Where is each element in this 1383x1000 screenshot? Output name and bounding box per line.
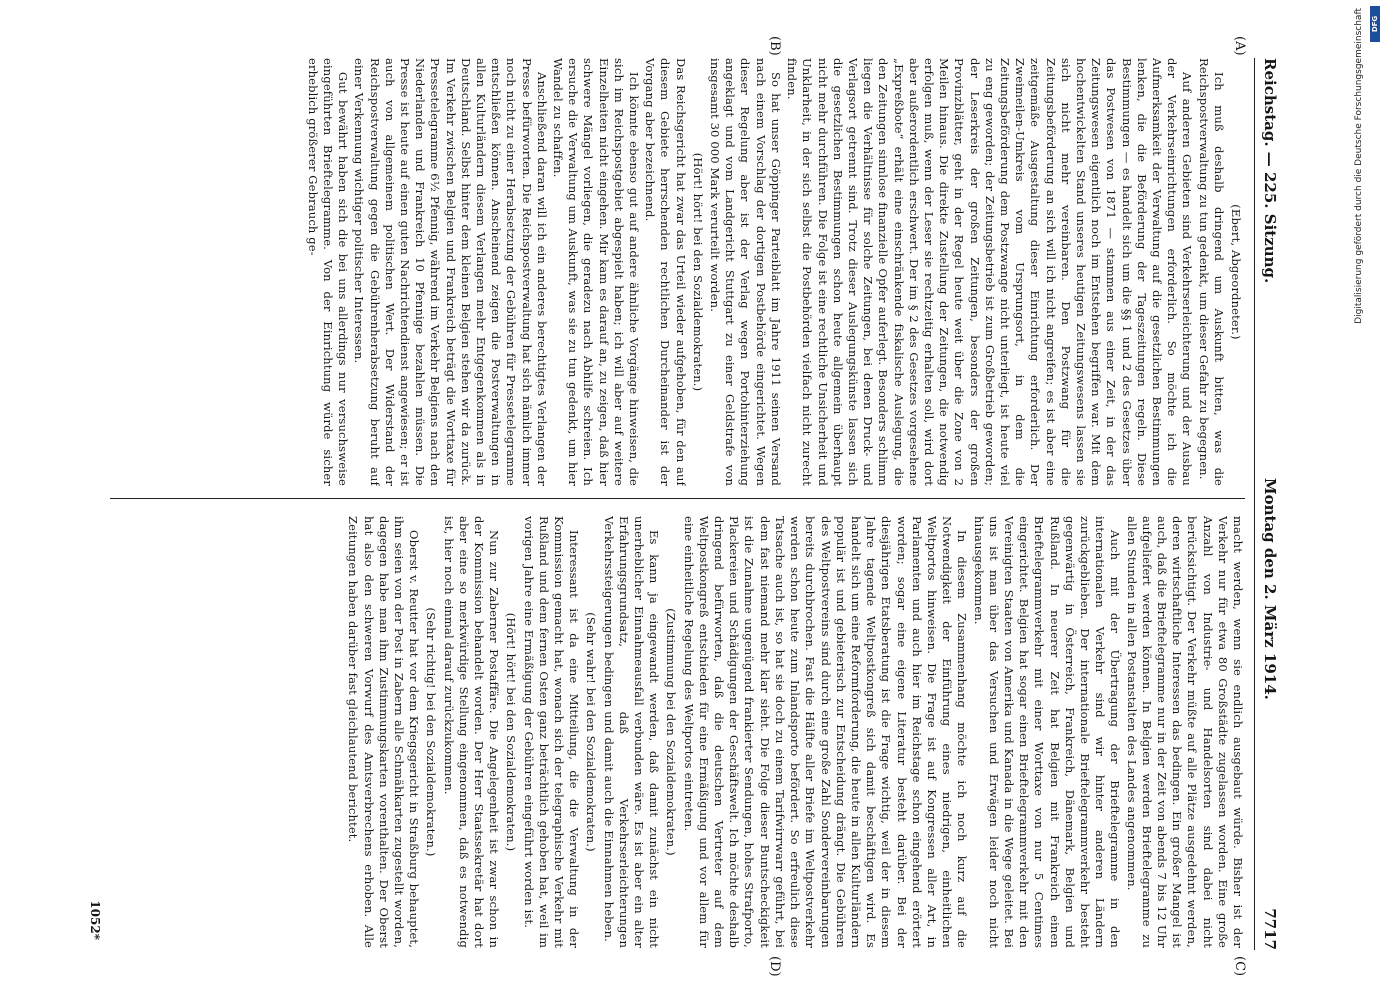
paragraph: So hat unser Göppinger Parteiblatt im Jahre 1911 seinen Versand nach einem Vorschlag der dortigen Postbehörde eingerichtet. Wegen dieser Regelung aber ist der Verlag wegen Portohinterziehung angeklagt und vom Landgericht Stuttgart zu einer Geldstrafe von insgesamt 30 000 Mark verurteilt worden. [708, 58, 783, 486]
header-session: Reichstag. — 225. Sitzung. [1261, 58, 1279, 284]
speaker-tag: (Ebert, Abgeordneter.) [1229, 204, 1243, 340]
paragraph: Es kann ja eingewandt werden, daß damit zunächst ein nicht unerheblicher Einnahmeausfall verbunden wäre. Es ist aber ein alter Erfahrungsgrundsatz, daß Verkehrserleichterungen Verkehrssteigerungen bedingen und damit auch die Einnahmen heben. [601, 516, 662, 948]
margin-marker-b: (B) [767, 36, 782, 56]
margin-marker-d: (D) [767, 956, 782, 977]
interjection: (Hört! hört! bei den Sozialdemokraten.) [504, 612, 519, 852]
paragraph: Oberst v. Reutter hat vor dem Kriegsgericht in Straßburg behauptet, ihm seien von der Post in Zabern alle Schmähkarten zugestellt worden, dagegen habe man ihm Zustimmungskarten vorenthalten. Der Oberst hat also den schweren Vorwurf des Amtsverbrechens erhoben. Alle Zeitungen haben darüber fast gleichlautend berichtet. [346, 516, 422, 948]
interjection: (Hört! hört! bei den Sozialdemokraten.) [690, 152, 705, 392]
right-column [110, 516, 1245, 948]
digitization-caption [1344, 8, 1374, 992]
page-header [1254, 58, 1283, 950]
paragraph: Auf anderen Gebieten sind Verkehrserleichterung und der Ausbau der Verkehrseinrichtungen erforderlich. So möchte ich die Aufmerksamkeit der Verwaltung auf die gesetzlichen Bestimmungen lenken, die die Beförderung der Tageszeitungen regeln. Diese Bestimmungen — es handelt sich um die §§ 1 und 2 des Gesetzes über das Postwesen von 1871 — stammen aus einer Zeit, in der das Zeitungswesen eigentlich noch im Entstehen begriffen war. Mit dem hochentwickelten Stand unseres heutigen Zeitungswesens lassen sie sich nicht mehr vereinbaren. Den Postzwang für die Zeitungsbeförderung an sich will ich nicht angreifen; es ist aber eine zeitgemäße Ausgestaltung dieser Einrichtung erforderlich. Der Zweimeilen-Umkreis vom Ursprungsort, in dem die Zeitungsbeförderung dem Postzwange nicht unterliegt, ist heute viel zu eng geworden; der Zeitungsbetrieb ist zum Großbetrieb geworden; der Leserkreis der großen Zeitungen, besonders der großen Provinzblätter, geht in der Regel heute weit über die Zone von 2 Meilen hinaus. Die direkte Zustellung der Zeitungen, die notwendig erfolgen muß, wenn der Leser sie rechtzeitig erhalten soll, wird dort aber außerordentlich erschwert. Der im § 2 des Gesetzes vorgesehene „Expreßbote“ erhält eine einschränkende fiskalische Auslegung, die den Zeitungen sinnlose finanzielle Opfer auferlegt. Besonders schlimm liegen die Verhältnisse für solche Zeitungen, bei denen Druck- und Verlagsort getrennt sind. Trotz dieser Auslegungskünste lassen sich die gesetzlichen Bestimmungen schon heute allgemein überhaupt nicht mehr durchführen. Die Folge ist eine rechtliche Unsicherheit und Unklarheit, in der sich selbst die Postbehörden vielfach nicht zurecht finden. [785, 58, 1195, 486]
paragraph: macht werden, wenn sie endlich ausgebaut würde. Bisher ist der Verkehr nur für etwa 80 Großstädte zugelassen worden. Eine große Anzahl von Industrie- und Handelsorten sind dabei nicht berücksichtigt. Der Verkehr müßte auf alle Plätze ausgedehnt werden, deren wirtschaftliche Interessen das bedingen. Ein großer Mangel ist auch, daß die Brieftelegramme nur in der Zeit von abends 7 bis 12 Uhr aufgeliefert werden können. In Belgien werden Brieftelegramme zu allen Stunden in allen Postanstalten des Landes angenommen. [1124, 516, 1245, 948]
document-page [82, 30, 1297, 977]
paragraph: Nun zur Zaberner Postaffäre. Die Angelegenheit ist zwar schon in der Kommission behandelt worden. Der Herr Staatssekretär hat dort aber eine so merkwürdige Stellung eingenommen, daß es notwendig ist, hier noch einmal darauf zurückzukommen. [441, 516, 502, 948]
interjection: (Sehr richtig! bei den Sozialdemokraten.) [424, 607, 439, 857]
interjection: (Sehr wahr! bei den Sozialdemokraten.) [584, 612, 599, 852]
paragraph: Das Reichsgericht hat zwar das Urteil wieder aufgehoben, für den auf diesem Gebiete herrschenden rechtlichen Durcheinander ist der Vorgang aber bezeichnend. [643, 58, 688, 486]
paragraph: Auch mit der Übertragung der Brieftelegramme in den internationalen Verkehr sind wir hinter anderen Ländern zurückgeblieben. Der internationale Brieftelegrammverkehr besteht gegenwärtig in Österreich, Frankreich, Dänemark, Belgien und Rußland. In neuerer Zeit hat Belgien mit Frankreich einen Brieftelegrammverkehr mit einer Worttaxe von nur 5 Centimes eingerichtet. Belgien hat sogar einen Brieftelegrammverkehr mit den Vereinigten Staaten von Amerika und Kanada in die Wege geleitet. Bei uns ist man über das Versuchen und Erwägen leider noch nicht hinausgekommen. [971, 516, 1123, 948]
header-page-number: 7717 [1261, 908, 1279, 950]
header-date: Montag den 2. März 1914. [1261, 478, 1279, 700]
paragraph: Interessant ist da eine Mitteilung, die die Verwaltung in der Kommission gemacht hat, wonach sich der telegraphische Verkehr mit Rußland und dem fernen Osten ganz beträchtlich gehoben hat, weil im vorigen Jahre eine Ermäßigung der Gebühren eingeführt worden ist. [521, 516, 582, 948]
margin-marker-c: (C) [1232, 956, 1247, 977]
page-reference: 1052* [88, 900, 102, 940]
paragraph: Anschließend daran will ich ein anderes berechtigtes Verlangen der Presse befürworten. Die Reichspostverwaltung hat sich nämlich immer noch nicht zu einer Herabsetzung der Gebühren für Pressetelegramme entschließen können. Anscheinend zeigen die Postverwaltungen in allen Kulturländern diesem Verlangen mehr Entgegenkommen als in Deutschland. Selbst hinter dem kleinen Belgien stehen wir da zurück. Im Verkehr zwischen Belgien und Frankreich beträgt die Worttaxe für Pressetelegramme 6½ Pfennig, während im Verkehr Belgiens nach den Niederlanden und Frankreich 10 Pfennige bezahlen müssen. Die Presse ist heute auf einen guten Nachrichtendienst angewiesen; er ist auch von allgemeinem politischen Wert. Der Widerstand der Reichspostverwaltung gegen die Gebührenherabsetzung beruht auf einer Verkennung wichtiger politischer Interessen. [352, 58, 549, 486]
column-divider [110, 498, 1245, 499]
interjection: (Zustimmung bei den Sozialdemokraten.) [664, 608, 679, 856]
caption-text: Digitalisierung gefördert durch die Deutsche Forschungsgemeinschaft [1354, 8, 1364, 324]
paragraph: Gut bewährt haben sich die bei uns allerdings nur versuchsweise eingeführten Brieftelegramme. Von der Einrichtung würde sicher erheblich größerer Gebrauch ge- [305, 58, 351, 486]
margin-marker-a: (A) [1232, 36, 1247, 56]
paragraph: Ich könnte ebenso gut auf andere ähnliche Vorgänge hinweisen, die sich im Reichspostgebiet abgespielt haben; ich will aber auf weitere Einzelheiten nicht eingehen. Mir kam es darauf an, zu zeigen, daß hier schwere Mängel vorliegen, die geradezu nach Abhilfe schreien. Ich ersuche die Verwaltung um Auskunft, was sie zu tun gedenkt, um hier Wandel zu schaffen. [551, 58, 642, 486]
dfg-logo [1370, 6, 1380, 42]
left-column [110, 58, 1245, 486]
logo-text: DFG [1371, 15, 1379, 33]
paragraph: In diesem Zusammenhang möchte ich noch kurz auf die Notwendigkeit der Einführung eines niedrigen, einheitlichen Weltportos hinweisen. Die Frage ist auf Kongressen aller Art, in Parlamenten und auch hier im Reichstage schon eingehend erörtert worden; sogar eine eigene Literatur besteht darüber. Bei der diesjährigen Etatsberatung ist die Frage wichtig, weil der in diesem Jahre tagende Weltpostkongreß sich damit beschäftigen wird. Es handelt sich um eine Reformforderung, die heute in allen Kulturländern populär ist und gebieterisch zur Entscheidung drängt. Die Gebühren des Weltpostvereins sind durch eine große Zahl Sondervereinbarungen bereits durchbrochen. Fast die Hälfte aller Briefe im Weltpostverkehr werden schon heute zum Inlandsporto befördert. So erfreulich diese Tatsache auch ist, so hat sie doch zu einem Tarifwirrwarr geführt, bei dem fast niemand mehr klar sieht. Die Folge dieser Buntscheckigkeit ist die Zunahme ungenügend frankierter Sendungen, hohes Strafporto, Plackereien und Schädigungen der Geschäftswelt. Ich möchte deshalb dringend befürworten, daß die deutschen Vertreter auf dem Weltpostkongreß entschieden für eine Ermäßigung und vor allem für eine einheitliche Regelung des Weltportos eintreten. [681, 516, 970, 948]
paragraph: Ich muß deshalb dringend um Auskunft bitten, was die Reichspostverwaltung zu tun gedenkt, um dieser Gefahr zu begegnen. [1196, 58, 1226, 486]
